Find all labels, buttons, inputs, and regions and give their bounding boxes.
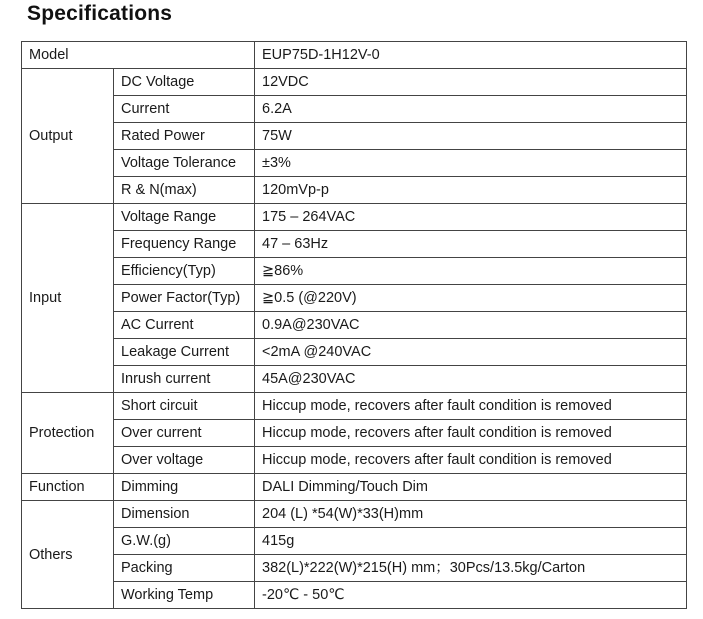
parameter-cell: Rated Power bbox=[114, 123, 255, 150]
value-cell: 120mVp-p bbox=[255, 177, 687, 204]
group-name-cell: Output bbox=[22, 69, 114, 204]
value-cell: <2mA @240VAC bbox=[255, 339, 687, 366]
table-row bbox=[22, 501, 687, 528]
table-row bbox=[22, 474, 687, 501]
table-row bbox=[22, 69, 687, 96]
table-row bbox=[22, 366, 687, 393]
parameter-cell: Over current bbox=[114, 420, 255, 447]
parameter-cell: Frequency Range bbox=[114, 231, 255, 258]
table-row bbox=[22, 528, 687, 555]
parameter-cell: Current bbox=[114, 96, 255, 123]
parameter-cell: Leakage Current bbox=[114, 339, 255, 366]
table-row bbox=[22, 447, 687, 474]
parameter-cell: AC Current bbox=[114, 312, 255, 339]
parameter-cell: Dimension bbox=[114, 501, 255, 528]
value-cell: 415g bbox=[255, 528, 687, 555]
table-row bbox=[22, 312, 687, 339]
value-cell: Hiccup mode, recovers after fault condition is removed bbox=[255, 420, 687, 447]
value-cell: ±3% bbox=[255, 150, 687, 177]
table-row bbox=[22, 177, 687, 204]
table-row bbox=[22, 231, 687, 258]
group-name-cell: Input bbox=[22, 204, 114, 393]
model-value: EUP75D-1H12V-0 bbox=[255, 42, 687, 69]
table-row bbox=[22, 258, 687, 285]
parameter-cell: Voltage Range bbox=[114, 204, 255, 231]
value-cell: Hiccup mode, recovers after fault condition is removed bbox=[255, 447, 687, 474]
value-cell: ≧86% bbox=[255, 258, 687, 285]
value-cell: 12VDC bbox=[255, 69, 687, 96]
table-row bbox=[22, 393, 687, 420]
value-cell: 204 (L) *54(W)*33(H)mm bbox=[255, 501, 687, 528]
table-row bbox=[22, 420, 687, 447]
specifications-table bbox=[21, 41, 687, 609]
group-name-cell: Function bbox=[22, 474, 114, 501]
value-cell: -20℃ - 50℃ bbox=[255, 582, 687, 609]
value-cell: 175 – 264VAC bbox=[255, 204, 687, 231]
page-title: Specifications bbox=[27, 2, 173, 25]
table-row bbox=[22, 285, 687, 312]
parameter-cell: DC Voltage bbox=[114, 69, 255, 96]
value-cell: 75W bbox=[255, 123, 687, 150]
parameter-cell: Power Factor(Typ) bbox=[114, 285, 255, 312]
value-cell: 45A@230VAC bbox=[255, 366, 687, 393]
table-row bbox=[22, 582, 687, 609]
value-cell: 47 – 63Hz bbox=[255, 231, 687, 258]
parameter-cell: Working Temp bbox=[114, 582, 255, 609]
parameter-cell: R & N(max) bbox=[114, 177, 255, 204]
parameter-cell: Efficiency(Typ) bbox=[114, 258, 255, 285]
parameter-cell: Packing bbox=[114, 555, 255, 582]
table-row bbox=[22, 96, 687, 123]
value-cell: 0.9A@230VAC bbox=[255, 312, 687, 339]
parameter-cell: Dimming bbox=[114, 474, 255, 501]
table-row bbox=[22, 339, 687, 366]
parameter-cell: G.W.(g) bbox=[114, 528, 255, 555]
parameter-cell: Inrush current bbox=[114, 366, 255, 393]
parameter-cell: Over voltage bbox=[114, 447, 255, 474]
table-row bbox=[22, 150, 687, 177]
table-row-model bbox=[22, 42, 687, 69]
parameter-cell: Voltage Tolerance bbox=[114, 150, 255, 177]
table-row bbox=[22, 555, 687, 582]
value-cell: ≧0.5 (@220V) bbox=[255, 285, 687, 312]
value-cell: Hiccup mode, recovers after fault condition is removed bbox=[255, 393, 687, 420]
group-name-cell: Others bbox=[22, 501, 114, 609]
table-row bbox=[22, 123, 687, 150]
value-cell: 382(L)*222(W)*215(H) mm；30Pcs/13.5kg/Carton bbox=[255, 555, 687, 582]
parameter-cell: Short circuit bbox=[114, 393, 255, 420]
table-row bbox=[22, 204, 687, 231]
group-name-cell: Protection bbox=[22, 393, 114, 474]
value-cell: 6.2A bbox=[255, 96, 687, 123]
value-cell: DALI Dimming/Touch Dim bbox=[255, 474, 687, 501]
model-label: Model bbox=[22, 42, 255, 69]
